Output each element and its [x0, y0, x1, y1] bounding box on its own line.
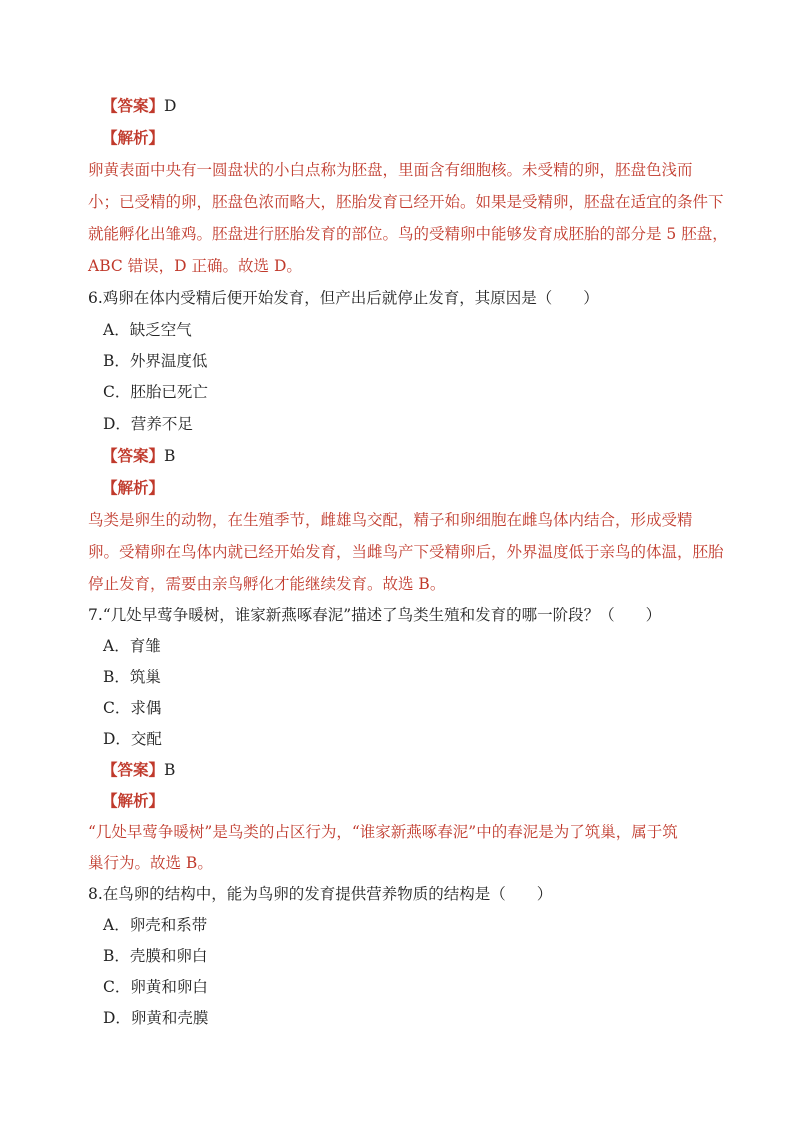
- answer-value: D: [164, 97, 177, 115]
- explanation-6-line-2: 卵。受精卵在鸟体内就已经开始发育，当雌鸟产下受精卵后，外界温度低于亲鸟的体温，胚胎: [88, 543, 724, 561]
- question-7-option-b: B．筑巢: [103, 668, 161, 686]
- quoted-poem-1: “几处早莺争暖树”: [88, 823, 213, 841]
- answer-5: [102, 96, 176, 116]
- question-7-option-c: C．求偶: [103, 699, 162, 717]
- explanation-7-line-1: [88, 822, 678, 842]
- question-6-option-a: A．缺乏空气: [103, 321, 192, 339]
- question-7-option-a: A．育雏: [103, 637, 161, 655]
- quoted-poem-2: “谁家新燕啄春泥”: [351, 823, 477, 841]
- explanation-6-tag: [102, 478, 164, 498]
- explanation-6-line-3: 停止发育，需要由亲鸟孵化才能继续发育。故选 B。: [88, 575, 446, 593]
- question-8-option-c: C．卵黄和卵白: [103, 978, 208, 996]
- explanation-5-line-3: 就能孵化出雏鸡。胚盘进行胚胎发育的部位。鸟的受精卵中能够发育成胚胎的部分是 5 胚盘，: [88, 225, 728, 243]
- question-6-option-b: B．外界温度低: [103, 352, 208, 370]
- answer-tag: 【答案】: [102, 96, 165, 115]
- explanation-5-line-1: 卵黄表面中央有一圆盘状的小白点称为胚盘，里面含有细胞核。未受精的卵，胚盘色浅而: [88, 161, 693, 179]
- explanation-6-line-1: 鸟类是卵生的动物，在生殖季节，雌雄鸟交配，精子和卵细胞在雌鸟体内结合，形成受精: [88, 511, 693, 529]
- question-8-option-a: A．卵壳和系带: [103, 916, 208, 934]
- answer-tag: 【答案】: [102, 446, 165, 465]
- explanation-tag: 【解析】: [102, 478, 165, 497]
- answer-6: [102, 446, 175, 466]
- answer-value: B: [164, 761, 176, 779]
- answer-7: [102, 760, 175, 780]
- answer-tag: 【答案】: [102, 760, 165, 779]
- explanation-5-tag: [102, 128, 164, 148]
- question-7-option-d: D．交配: [103, 730, 162, 748]
- explanation-7-tag: [102, 791, 164, 811]
- explanation-text: 是鸟类的占区行为，: [212, 823, 352, 841]
- question-6-option-c: C．胚胎已死亡: [103, 383, 208, 401]
- question-7: 7.“几处早莺争暖树，谁家新燕啄春泥”描述了鸟类生殖和发育的哪一阶段？（ ）: [88, 606, 662, 624]
- question-8: 8.在鸟卵的结构中，能为鸟卵的发育提供营养物质的结构是（ ）: [88, 885, 553, 903]
- question-6-option-d: D．营养不足: [103, 415, 193, 433]
- question-8-option-d: D．卵黄和壳膜: [103, 1009, 209, 1027]
- explanation-tag: 【解析】: [102, 791, 165, 810]
- explanation-5-line-4: ABC 错误，D 正确。故选 D。: [88, 257, 302, 275]
- explanation-tag: 【解析】: [102, 128, 165, 147]
- explanation-7-line-2: 巢行为。故选 B。: [88, 854, 213, 872]
- answer-value: B: [164, 447, 176, 465]
- explanation-5-line-2: 小；已受精的卵，胚盘色浓而略大，胚胎发育已经开始。如果是受精卵，胚盘在适宜的条件下: [88, 193, 724, 211]
- question-8-option-b: B．壳膜和卵白: [103, 947, 208, 965]
- question-6: 6.鸡卵在体内受精后便开始发育，但产出后就停止发育，其原因是（ ）: [88, 289, 599, 307]
- explanation-text: 中的春泥是为了筑巢，属于筑: [476, 823, 678, 841]
